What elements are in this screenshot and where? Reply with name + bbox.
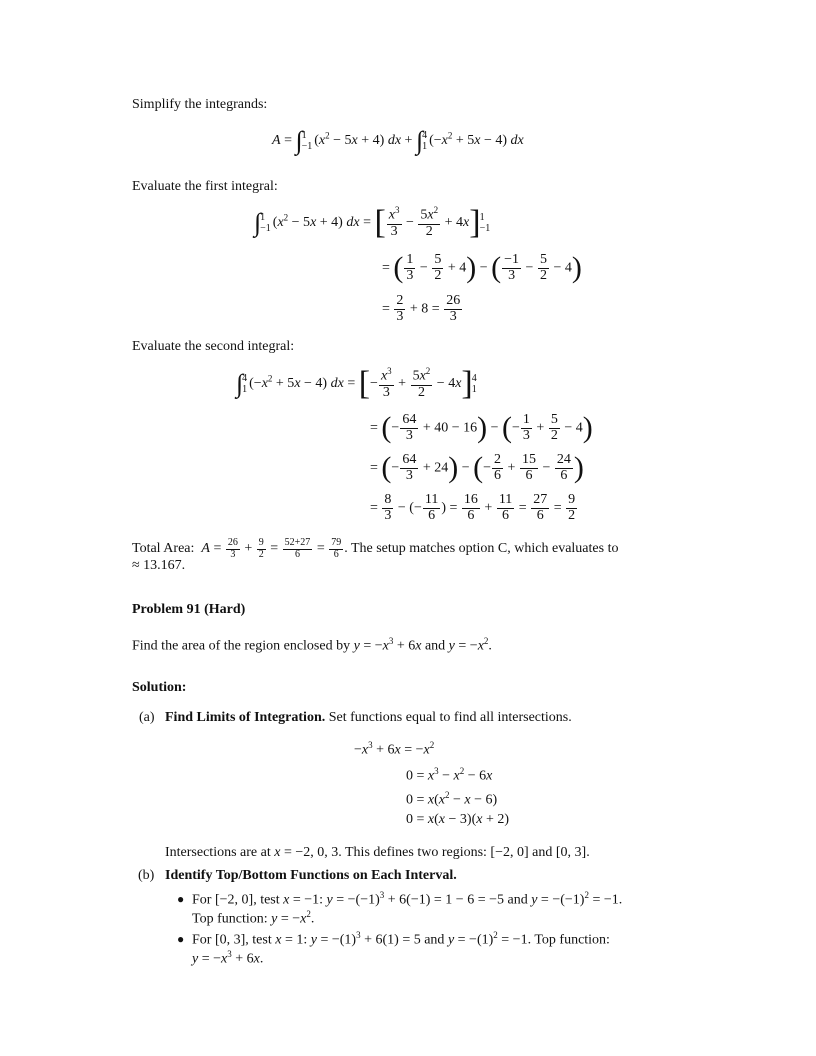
- bullet-1-line-1: For [−2, 0], test x = −1: $y = -(-1)^3 + 6(-1) = 1 - 6 = -5$ and $y = -(-1)^2 = -1$.: [192, 890, 623, 908]
- equation-second-1: ∫ 4 1 $(-x^2 + 5x - 4)$ dx = [− $\frac{x^3}{3}$ + $\frac{5x^2}{2}$ − 4x] 4 1: [236, 365, 477, 402]
- equation-second-4: = $\frac{8}{3}$ − (− $\frac{11}{6}$ ) = $\frac{16}{6}$ + $\frac{11}{6}$ = $\frac{27}{6}$ = $\frac{9}{2}$: [370, 492, 576, 523]
- equation-second-2: = (− $\frac{64}{3}$ + 40 − 16) − (− $\frac{1}{3}$ + $\frac{5}{2}$ − 4): [370, 411, 593, 445]
- equation-first-3: = $\frac{2}{3}$ + 8 = $\frac{26}{3}$: [382, 293, 461, 324]
- equation-first-1: ∫ 1 −1 $(x^2 - 5x + 4)$ dx = [ $\frac{x^3}{3}$ − $\frac{5x^2}{2}$ + 4x] 1 −1: [254, 204, 491, 241]
- text-intersections: Intersections are at x = −2, 0, 3. This defines two regions: [−2, 0] and [0, 3].: [165, 845, 590, 860]
- bullet-2-line-1: For [0, 3], test x = 1: $y = -(1)^3 + 6(1) = 5$ and $y = -(1)^2 = -1$. Top function:: [192, 930, 610, 948]
- equation-intersect-4: 0 = x(x − 3)(x + 2): [406, 812, 510, 827]
- equation-intersect-1: $-x^3 + 6x = -x^2$: [354, 740, 435, 758]
- equation-intersect-2: $0 = x^3 - x^2 - 6x$: [406, 766, 493, 784]
- step-b-heading: Identify Top/Bottom Functions on Each Interval.: [165, 868, 457, 883]
- bullet-icon: ●: [177, 932, 185, 946]
- text-total-approx: ≈ 13.167.: [132, 558, 186, 573]
- equation-first-2: = ( $\frac{1}{3}$ − $\frac{5}{2}$ + 4) − ( $\frac{-1}{3}$ − $\frac{5}{2}$ − 4): [382, 251, 582, 285]
- bullet-2-line-2: $y = -x^3 + 6x$.: [192, 949, 264, 967]
- text-second-integral: Evaluate the second integral:: [132, 339, 295, 354]
- text-first-integral: Evaluate the first integral:: [132, 179, 278, 194]
- step-b-label: (b): [138, 868, 155, 883]
- text-total-area: Total Area: A = $\frac{26}{3}$ + $\frac{9}{2}$ = $\frac{52+27}{6}$ = $\frac{79}{6}$ . The setup matches option C, which evaluates to: [132, 537, 619, 560]
- bullet-1-line-2: Top function: $y = -x^2$.: [192, 909, 315, 927]
- problem-title: Problem 91 (Hard): [132, 602, 246, 617]
- equation-second-3: = (− $\frac{64}{3}$ + 24) − (− $\frac{2}{6}$ + $\frac{15}{6}$ − $\frac{24}{6}$ ): [370, 451, 584, 485]
- bullet-icon: ●: [177, 892, 185, 906]
- equation-intersect-3: $0 = x(x^2 - x - 6)$: [406, 790, 498, 808]
- step-a-text: Find Limits of Integration. Set functions equal to find all intersections.: [165, 710, 572, 725]
- step-a-label: (a): [139, 710, 155, 725]
- solution-heading: Solution:: [132, 680, 187, 695]
- problem-statement: Find the area of the region enclosed by $y = -x^3 + 6x$ and $y = -x^2$.: [132, 636, 492, 654]
- equation-area-setup: A = ∫ 1 −1 $(x^2 - 5x + 4)$ dx + ∫ 4 1 $(-x^2 + 5x - 4)$ dx: [272, 126, 524, 155]
- text-simplify: Simplify the integrands:: [132, 97, 268, 112]
